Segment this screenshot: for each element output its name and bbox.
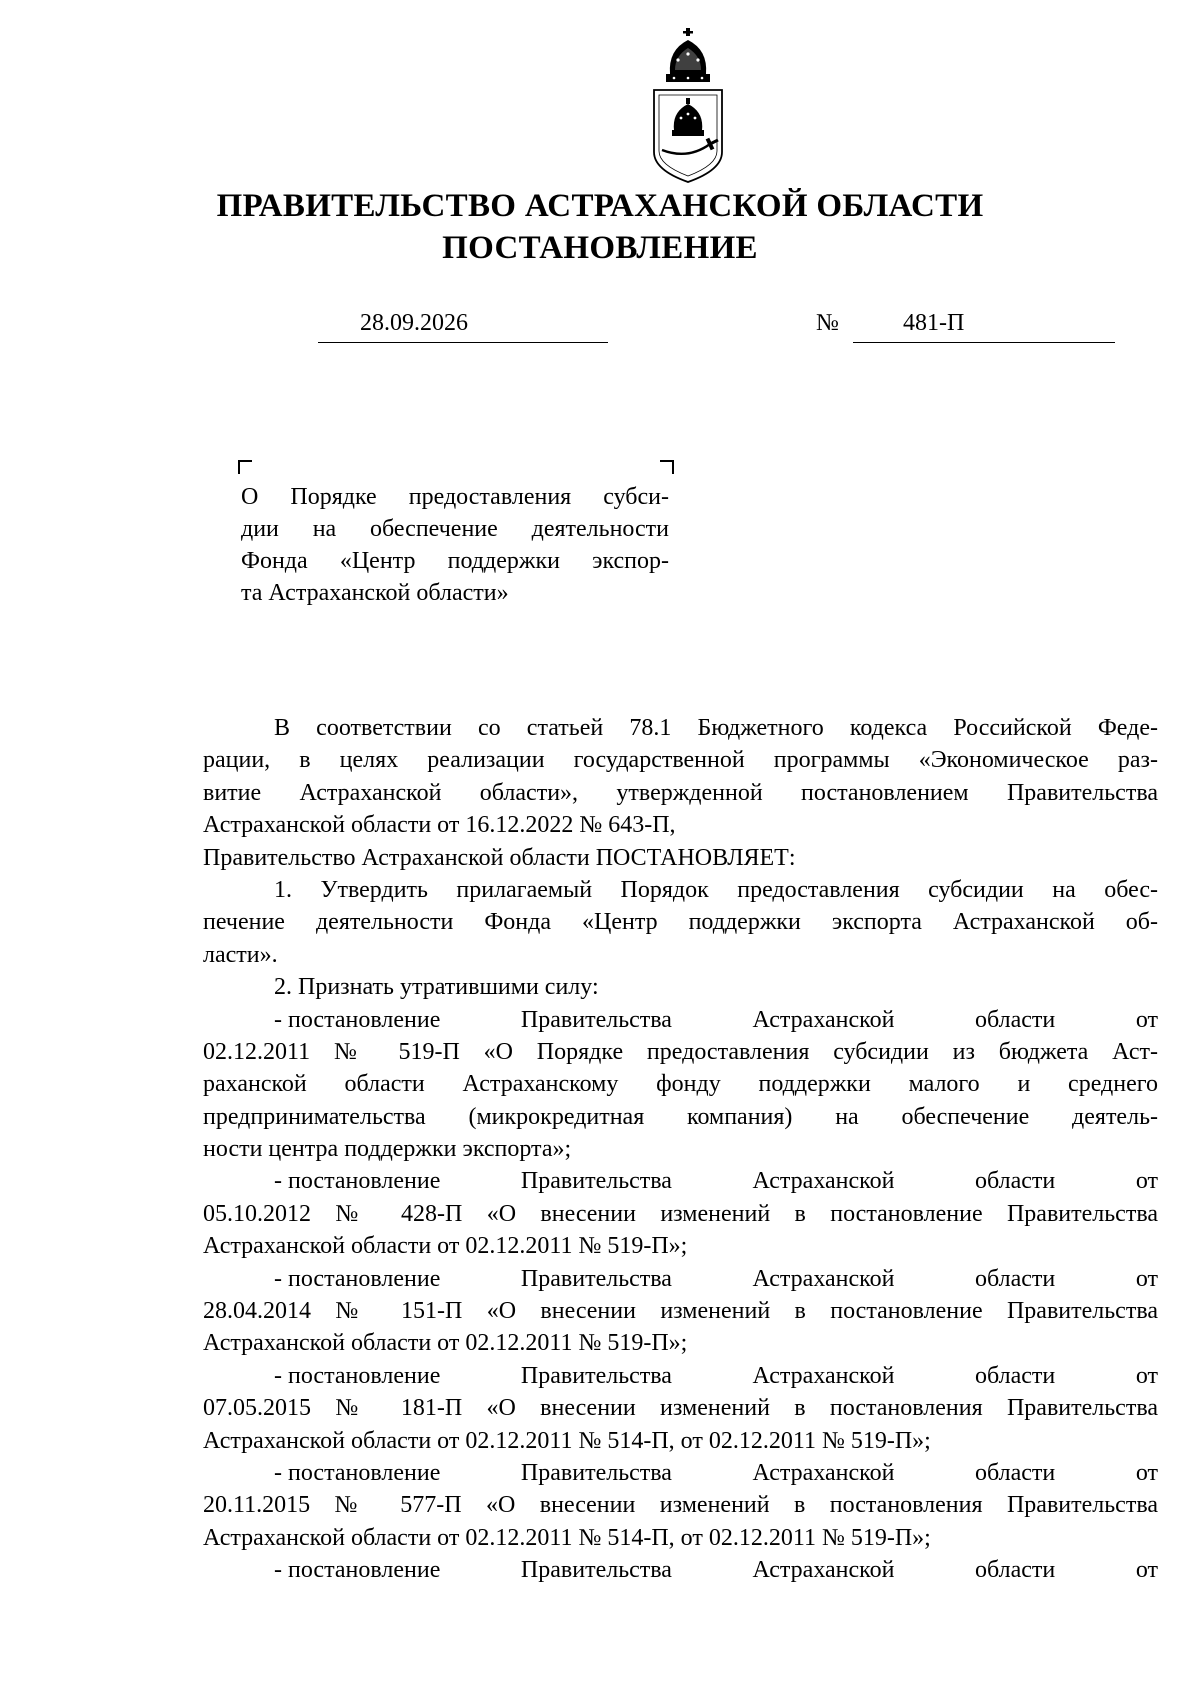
repealed-dash-line	[203, 1554, 1158, 1586]
number-sign: №	[816, 310, 839, 336]
body-line: 05.10.2012 № 428-П «О внесении изменений в постановление Правительства	[203, 1200, 1158, 1227]
organization-title: ПРАВИТЕЛЬСТВО АСТРАХАНСКОЙ ОБЛАСТИ	[216, 188, 984, 224]
document-number: 481-П	[903, 310, 965, 336]
repealed-dash-line	[203, 1165, 1158, 1197]
document-type-title: ПОСТАНОВЛЕНИЕ	[442, 230, 758, 266]
dash-word: - постановление	[274, 1168, 441, 1195]
dash-word: области	[975, 1362, 1056, 1389]
repealed-dash-line	[203, 1457, 1158, 1489]
dash-word: от	[1135, 1459, 1158, 1486]
body-line: Астраханской области от 02.12.2011 № 519-П»;	[203, 1233, 688, 1260]
body-line: рации, в целях реализации государственной программы «Экономическое раз-	[203, 747, 1158, 774]
dash-word: от	[1135, 1557, 1158, 1584]
body-line: раханской области Астраханскому фонду поддержки малого и среднего	[203, 1071, 1158, 1098]
dash-word: Астраханской	[752, 1168, 895, 1195]
body-line: 28.04.2014 № 151-П «О внесении изменений в постановление Правительства	[203, 1298, 1158, 1325]
body-line: 2. Признать утратившими силу:	[274, 974, 599, 1001]
dash-word: от	[1135, 1265, 1158, 1292]
dash-word: Астраханской	[752, 1265, 895, 1292]
body-line: предпринимательства (микрокредитная компания) на обеспечение деятель-	[203, 1103, 1158, 1130]
body-line: 02.12.2011 № 519-П «О Порядке предоставления субсидии из бюджета Аст-	[203, 1038, 1158, 1065]
date-field	[318, 308, 608, 343]
dash-word: Правительства	[520, 1265, 672, 1292]
body-line: 07.05.2015 № 181-П «О внесении изменений в постановления Правительства	[203, 1395, 1158, 1422]
dash-word: Астраханской	[752, 1362, 895, 1389]
dash-word: области	[975, 1265, 1056, 1292]
dash-word: области	[975, 1168, 1056, 1195]
number-field	[853, 308, 1115, 343]
document-subject	[241, 481, 669, 609]
body-line: ласти».	[203, 941, 278, 968]
dash-word: Астраханской	[752, 1459, 895, 1486]
dash-word: Астраханской	[752, 1557, 895, 1584]
date-number-row	[0, 308, 1200, 348]
body-line: Астраханской области от 16.12.2022 № 643-П,	[203, 812, 676, 839]
dash-word: от	[1135, 1006, 1158, 1033]
dash-word: - постановление	[274, 1557, 441, 1584]
dash-word: Правительства	[520, 1557, 672, 1584]
repealed-dash-line	[203, 1263, 1158, 1295]
repealed-dash-line	[203, 1004, 1158, 1036]
dash-word: Астраханской	[752, 1006, 895, 1033]
dash-word: - постановление	[274, 1362, 441, 1389]
dash-word: - постановление	[274, 1265, 441, 1292]
body-line: ности центра поддержки экспорта»;	[203, 1136, 572, 1163]
dash-word: - постановление	[274, 1459, 441, 1486]
dash-word: области	[975, 1006, 1056, 1033]
subject-line: Фонда «Центр поддержки экспор-	[241, 548, 669, 574]
dash-word: области	[975, 1459, 1056, 1486]
body-line: витие Астраханской области», утвержденной постановлением Правительства	[203, 779, 1158, 806]
document-date: 28.09.2026	[360, 310, 468, 336]
body-line: Астраханской области от 02.12.2011 № 514-П, от 02.12.2011 № 519-П»;	[203, 1427, 931, 1454]
dash-word: от	[1135, 1168, 1158, 1195]
body-line: В соответствии со статьей 78.1 Бюджетного кодекса Российской Феде-	[274, 715, 1158, 741]
astrakhan-coat-of-arms-icon	[648, 26, 728, 186]
dash-word: - постановление	[274, 1006, 441, 1033]
repealed-dash-line	[203, 1360, 1158, 1392]
body-line: Астраханской области от 02.12.2011 № 514-П, от 02.12.2011 № 519-П»;	[203, 1524, 931, 1551]
subject-line: дии на обеспечение деятельности	[241, 516, 669, 542]
subject-line: та Астраханской области»	[241, 580, 509, 606]
body-line: 20.11.2015 № 577-П «О внесении изменений в постановления Правительства	[203, 1492, 1158, 1519]
body-line: печение деятельности Фонда «Центр поддержки экспорта Астраханской об-	[203, 909, 1158, 936]
body-line: Астраханской области от 02.12.2011 № 519-П»;	[203, 1330, 688, 1357]
subject-line: О Порядке предоставления субси-	[241, 484, 669, 510]
dash-word: от	[1135, 1362, 1158, 1389]
dash-word: области	[975, 1557, 1056, 1584]
subject-corner-right-icon	[660, 460, 674, 474]
dash-word: Правительства	[520, 1362, 672, 1389]
body-line: 1. Утвердить прилагаемый Порядок предоставления субсидии на обес-	[274, 876, 1158, 903]
body-line: Правительство Астраханской области ПОСТАНОВЛЯЕТ:	[203, 844, 796, 871]
dash-word: Правительства	[520, 1006, 672, 1033]
dash-word: Правительства	[520, 1168, 672, 1195]
subject-corner-left-icon	[238, 460, 252, 474]
dash-word: Правительства	[520, 1459, 672, 1486]
document-body	[203, 712, 1158, 1587]
